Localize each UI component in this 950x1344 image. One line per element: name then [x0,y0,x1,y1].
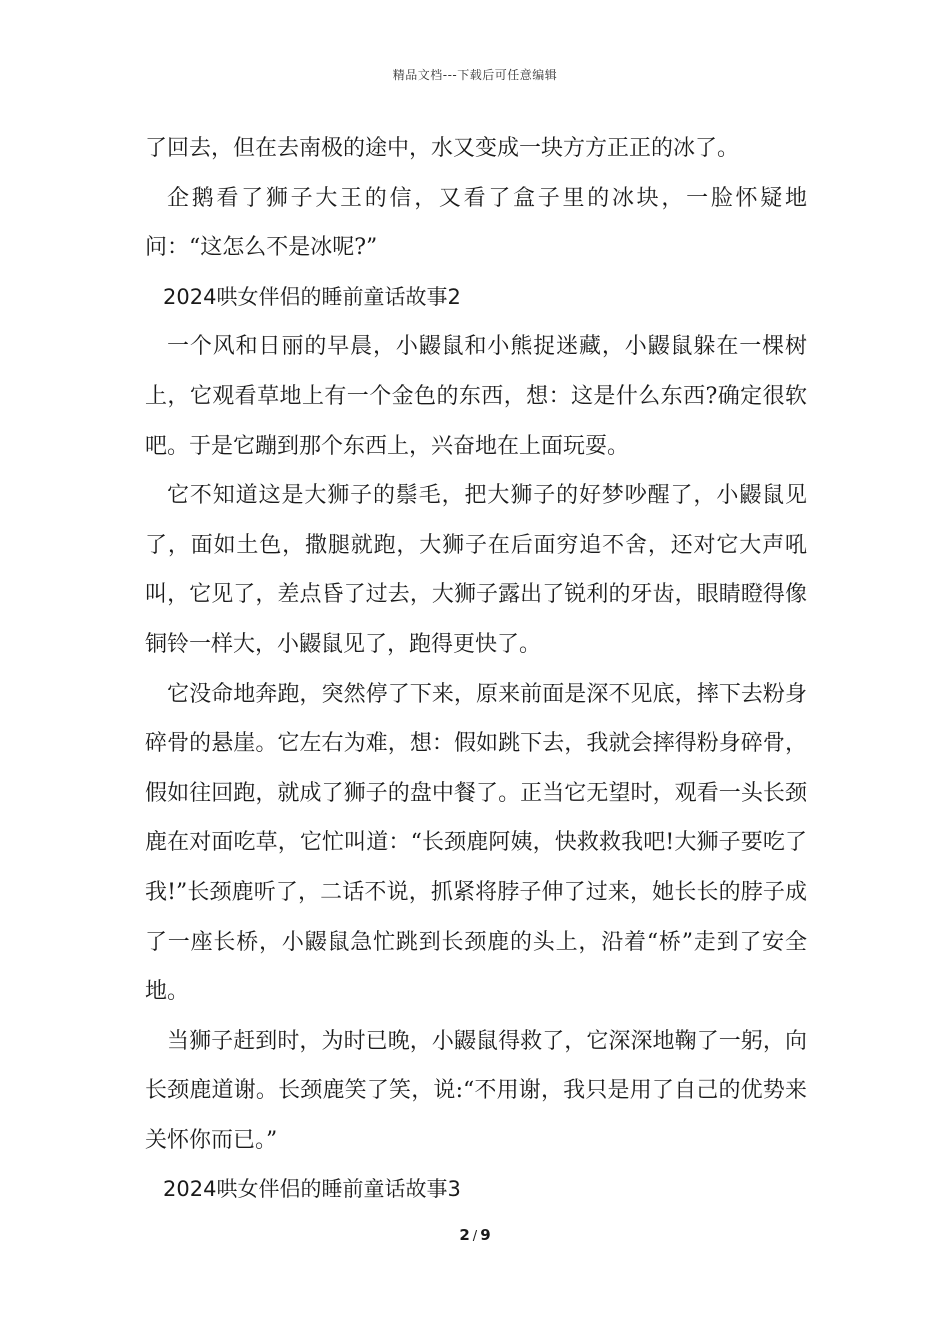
paragraph: 当狮子赶到时，为时已晚，小鼹鼠得救了，它深深地鞠了一躬，向长颈鹿道谢。长颈鹿笑了笑，说:“不用谢，我只是用了自己的优势来关怀你而已。” [145,1028,807,1153]
document-body [145,124,807,1215]
paragraph: 了回去，但在去南极的途中，水又变成一块方方正正的冰了。 [145,136,740,161]
paragraph: 它没命地奔跑，突然停了下来，原来前面是深不见底，摔下去粉身碎骨的悬崖。它左右为难，想：假如跳下去，我就会摔得粉身碎骨，假如往回跑，就成了狮子的盘中餐了。正当它无望时，观看一头长颈鹿在对面吃草，它忙叫道：“长颈鹿阿姨，快救救我吧!大狮子要吃了我!”长颈鹿听了，二话不说，抓紧将脖子伸了过来，她长长的脖子成了一座长桥，小鼹鼠急忙跳到长颈鹿的头上，沿着“桥”走到了安全地。 [145,681,807,1005]
paragraph: 它不知道这是大狮子的鬃毛，把大狮子的好梦吵醒了，小鼹鼠见了，面如土色，撒腿就跑，大狮子在后面穷追不舍，还对它大声吼叫，它见了，差点昏了过去，大狮子露出了锐利的牙齿，眼睛瞪得像铜铃一样大，小鼹鼠见了，跑得更快了。 [145,483,807,657]
header-text: 精品文档---下载后可任意编辑 [392,68,558,82]
page-number [0,1226,950,1244]
paragraph: 企鹅看了狮子大王的信，又看了盒子里的冰块，一脸怀疑地问：“这怎么不是冰呢?” [145,185,807,261]
paragraph: 一个风和日丽的早晨，小鼹鼠和小熊捉迷藏，小鼹鼠躲在一棵树上，它观看草地上有一个金色的东西，想：这是什么东西?确定很软吧。于是它蹦到那个东西上，兴奋地在上面玩耍。 [145,334,807,459]
page-separator: / [472,1229,478,1244]
section-heading: 2024哄女伴侣的睡前童话故事2 [163,284,461,309]
total-pages: 9 [480,1226,491,1244]
current-page: 2 [459,1226,470,1244]
page-header [0,66,950,83]
section-heading: 2024哄女伴侣的睡前童话故事3 [163,1177,461,1202]
